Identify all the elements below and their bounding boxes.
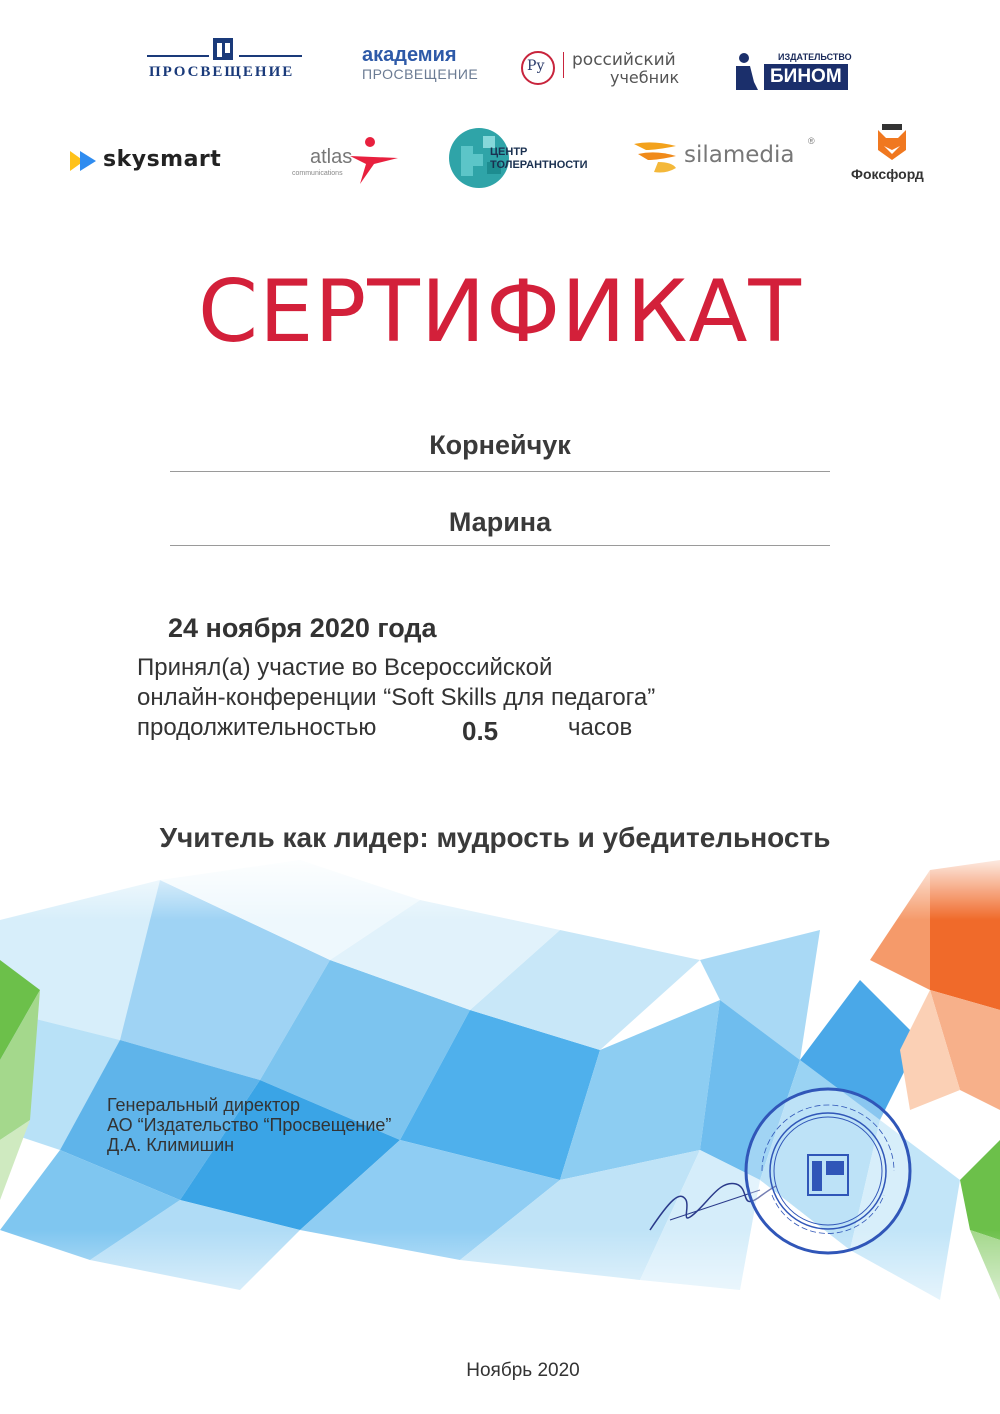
skysmart-logo-text: skysmart: [103, 147, 222, 172]
skysmart-play-icon: [70, 149, 100, 173]
duration-unit: часов: [568, 714, 633, 741]
surname: Корнейчук: [429, 430, 571, 460]
akademiya-logo: [362, 44, 492, 89]
uchebnik-text: учебник: [610, 68, 680, 87]
akademiya-logo-title: академия: [362, 44, 457, 66]
prosveshchenie-emblem-icon: [147, 36, 302, 66]
participation-line2: онлайн-конференции “Soft Skills для педагога”: [137, 684, 656, 711]
surname-underline: [170, 471, 830, 472]
foxford-logo-text: Фоксфорд: [851, 166, 924, 182]
foxford-logo: [848, 124, 936, 186]
atlas-logo-text: atlas: [310, 146, 353, 168]
silamedia-logo: [632, 136, 817, 176]
lecture-topic: Учитель как лидер: мудрость и убедительность: [159, 822, 831, 853]
duration-value: 0.5: [462, 716, 499, 746]
duration-label: продолжительностью: [137, 714, 377, 741]
binom-logo-top: ИЗДАТЕЛЬСТВО: [778, 52, 852, 62]
official-stamp: [742, 1085, 914, 1257]
issue-month: Ноябрь 2020: [466, 1360, 580, 1381]
event-date: 24 ноября 2020 года: [168, 613, 437, 643]
ru-mark-text: Ру: [527, 58, 545, 74]
participation-line1: Принял(а) участие во Всероссийской: [137, 654, 553, 681]
prosveshchenie-logo: [147, 36, 302, 86]
atlas-logo: [290, 134, 402, 186]
silamedia-registered-mark: ®: [808, 136, 815, 146]
atlas-logo-subtitle: communications: [292, 170, 343, 177]
first-name-underline: [170, 545, 830, 546]
rossiyskiy-uchebnik-logo: [520, 48, 695, 92]
centr-line2: ТОЛЕРАНТНОСТИ: [490, 159, 588, 171]
reader-figure-icon: [732, 52, 760, 92]
silamedia-logo-text: silamedia: [684, 142, 795, 168]
binom-logo: [732, 50, 852, 94]
signatory-position: Генеральный директор: [107, 1095, 301, 1115]
centr-line1: ЦЕНТР: [490, 146, 528, 158]
certificate-title: СЕРТИФИКАТ: [198, 262, 802, 362]
skysmart-logo: [70, 146, 245, 176]
signatory-organization: АО “Издательство “Просвещение”: [107, 1115, 392, 1135]
silamedia-wing-icon: [632, 138, 680, 176]
centr-tolerantnosti-logo: [447, 126, 607, 190]
first-name: Марина: [448, 507, 552, 537]
prosveshchenie-logo-text: ПРОСВЕЩЕНИЕ: [149, 64, 295, 80]
ru-divider: [563, 52, 564, 78]
atlas-figure-icon: [346, 134, 402, 186]
signatory-name: Д.А. Климишин: [107, 1135, 235, 1155]
binom-logo-box: БИНОМ: [764, 64, 848, 90]
fox-head-icon: [874, 124, 910, 162]
rossiyskiy-text: российский: [572, 50, 676, 70]
akademiya-logo-subtitle: ПРОСВЕЩЕНИЕ: [362, 66, 479, 82]
